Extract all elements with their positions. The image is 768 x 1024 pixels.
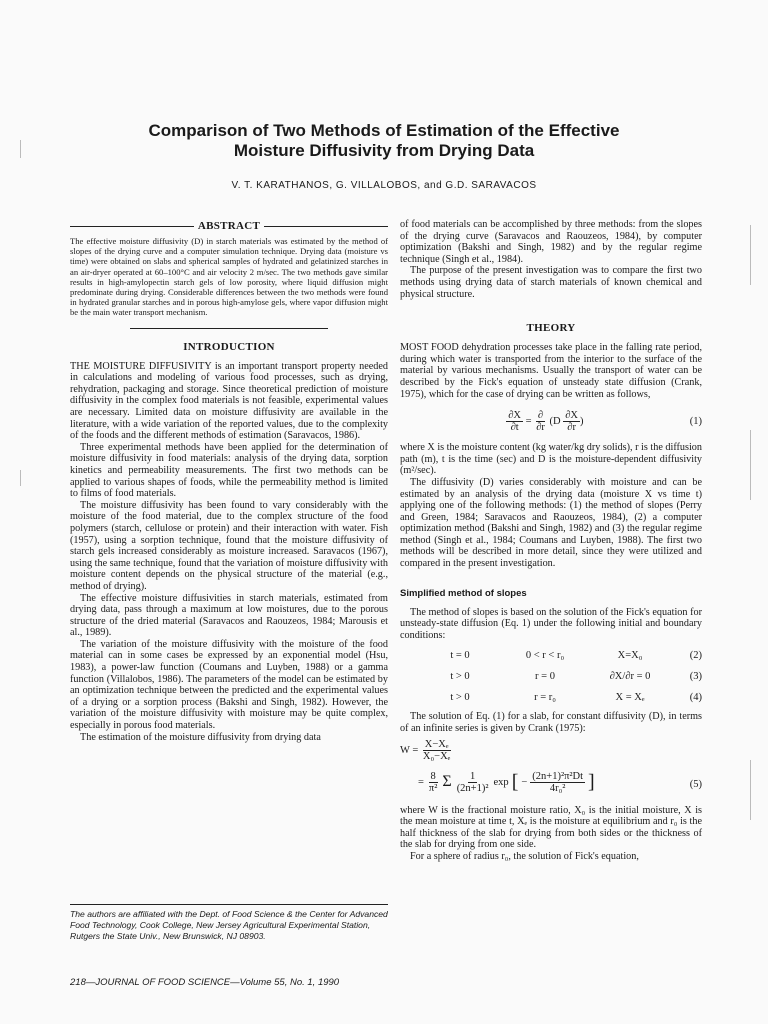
equation-1	[400, 404, 702, 438]
introduction-heading: INTRODUCTION	[183, 340, 275, 353]
rule	[70, 226, 194, 227]
right-margin-mark	[750, 430, 751, 500]
footnote-rule	[70, 904, 388, 905]
paragraph: The method of slopes is based on the solution of the Fick's equation for unsteady-state diffusion (Eq. 1) under the following initial and boundary conditions:	[400, 606, 702, 641]
paragraph: The estimation of the moisture diffusivity from drying data	[80, 731, 321, 743]
paragraph: of food materials can be accomplished by three methods: from the slopes of the drying curve (Saravacos and Raouzeos, 1984), by computer optimization (Bakshi and Singh, 1982) and by the regular regime technique (Singh et al., 1984).	[400, 219, 702, 265]
condition-time: t > 0	[450, 671, 470, 683]
footnote: The authors are affiliated with the Dept. of Food Science & the Center for Advanced Food Technology, Cook College, New Jersey Agricultural Experimental Station, Rutgers the State Univ., New Brunswick, NJ 08903.	[70, 909, 388, 941]
right-column-intro	[400, 219, 702, 300]
page-footer: 218—JOURNAL OF FOOD SCIENCE—Volume 55, No. 1, 1990	[70, 977, 340, 988]
footnote-block	[70, 904, 388, 942]
condition-time: t = 0	[450, 650, 470, 662]
condition-value: ∂X/∂r = 0	[609, 671, 651, 683]
paragraph: The variation of the moisture diffusivity with the moisture of the food material can in some cases be expressed by an exponential model (Hsu, 1983), a power-law function (Coumans and Luyben, 1988) or a gamma function (Villalobos, 1986). The parameters of the model can be estimated by an optimization technique between the predicted and the experimental values of a drying or a sorption process (Bakshi and Singh, 1982). However, the variation of the moisture diffusivity with moisture may be quite complex, especially in porous food materials.	[70, 638, 388, 732]
paragraph: THE MOISTURE DIFFUSIVITY is an important transport property needed in calculations and modeling of various food processes, such as drying, rehydration, packaging and storage. Since theoretical prediction of moisture diffusivity in the complex food materials is not feasible, experimental values are necessary. Limited data on moisture diffusivity are available in the literature, with a wide variation of the reported values, due to the complexity of the foods and the different methods of estimation (Saravacos, 1986).	[70, 360, 388, 442]
title-line-1: Comparison of Two Methods of Estimation of the Effective	[148, 121, 620, 140]
right-margin-mark	[750, 760, 751, 820]
condition-row	[400, 687, 702, 708]
slopes-text	[400, 607, 702, 642]
abstract-heading-row	[70, 220, 388, 232]
paragraph: The moisture diffusivity has been found to vary considerably with the moisture of the food material, due to the complex structure of the food polymers (starch, cellulose or protein) and their interaction with water. Fish (1957), using a sorption technique, found that the moisture diffusivity of starch gels increased considerably as moisture increased. Saravacos (1967), using the same technique, found that the variation of moisture diffusivity with moisture content depends on the physical structure of the material (e.g., method of drying).	[70, 499, 388, 592]
paragraph: where X is the moisture content (kg water/kg dry solids), r is the diffusion path (m), t is the time (sec) and D is the moisture-dependent diffusivity (m²/sec).	[400, 442, 702, 477]
equation-1-label: (1)	[689, 415, 702, 427]
equation-5-label: (5)	[689, 778, 702, 790]
theory-text-2	[400, 442, 702, 570]
equation-label: (2)	[689, 650, 702, 662]
condition-row	[400, 645, 702, 666]
paragraph: The effective moisture diffusivities in starch materials, estimated from drying data, pass through a maximum at low moistures, due to the porous structure of the dried material (Saravacos and Raouzeos, 1984; Marousis et al., 1989).	[70, 592, 388, 639]
slopes-text-3	[400, 805, 702, 863]
condition-space: r = 0	[535, 671, 555, 683]
left-margin-mark	[20, 470, 21, 486]
abstract-text: The effective moisture diffusivity (D) in starch materials was estimated by the method of slopes of the drying curve and a computer simulation technique. Drying data (moisture vs time) were obtained on slabs and spherical samples of hydrated and gelatinized starches in an air-dryer operated at 60–100°C and air velocity 2 m/sec. The two methods gave similar results in high-amylopectin starch gels of low porosity, where liquid diffusion might predominate during drying. Considerable differences between the two methods were found in hydrated granular starches and in porous high-amylose gels, where vapor diffusion might be the main water transport mechanism.	[70, 236, 388, 318]
equation-5-line-1: W = $\frac{\text{X−Xₑ}}{\text{X₀−Xₑ}}$	[400, 738, 451, 762]
paragraph: where W is the fractional moisture ratio, X₀ is the initial moisture, X is the mean moisture at time t, Xₑ is the moisture at equilibrium and r₀ is the half thickness of the slab for drying from both sides or the thickness of the slab for drying from one side.	[400, 804, 702, 851]
introduction-text	[70, 361, 388, 744]
slopes-text-2	[400, 711, 702, 734]
right-margin-mark	[750, 225, 751, 285]
paragraph: Three experimental methods have been applied for the determination of moisture diffusivity in food materials: analysis of the drying data, sorption kinetics and permeability measurements. The first two methods can be applied to various shapes of foods, while the permeability method is limited to films of food materials.	[70, 441, 388, 500]
abstract-heading: ABSTRACT	[197, 220, 261, 232]
equation-5-line-2: = $\frac{8}{\text{π²}}$ Σ $\frac{1}{\text{(2n+1)²}}$ exp [ − $\frac{\text{(2n+1)²π²Dt}}{\text{4r₀²}}$ ]	[418, 770, 595, 794]
condition-time: t > 0	[450, 692, 470, 704]
condition-value: X = Xₑ	[615, 692, 645, 704]
paragraph: MOST FOOD dehydration processes take place in the falling rate period, during which water is transported from the interior to the surface of the material by various mechanisms. Usually the transport of water can be described by the Fick's equation of unsteady state diffusion (Crank, 1975), which for the case of drying can be written as follows,	[400, 342, 702, 400]
right-column	[400, 219, 702, 863]
boundary-conditions	[400, 645, 702, 708]
condition-row	[400, 666, 702, 687]
left-column	[70, 220, 388, 743]
theory-heading: THEORY	[526, 322, 576, 335]
condition-space: r = r₀	[534, 692, 556, 704]
paragraph: The diffusivity (D) varies considerably with moisture and can be estimated by an analysis of the drying data (moisture X vs time t) applying one of the following methods: (1) the method of slopes (Perry and Green, 1984; Saravacos and Raouzeos, 1984), (2) a computer optimization method (Bakshi and Singh, 1982) and (3) the regular regime method (Singh et al., 1984; Coumans and Luyben, 1988). The first two methods will be described in more detail, since they were utilized and compared in the present investigation.	[400, 476, 702, 570]
equation-1-body: $\frac{\partial X}{\partial t}$ = $\frac{\partial}{\partial r}$ (D $\frac{\partial X}{\partial r}$ )	[508, 409, 584, 433]
rule	[264, 226, 388, 227]
authors: V. T. KARATHANOS, G. VILLALOBOS, and G.D. SARAVACOS	[231, 180, 537, 191]
theory-text	[400, 342, 702, 400]
abstract-rule	[130, 328, 328, 329]
paragraph: The solution of Eq. (1) for a slab, for constant diffusivity (D), in terms of an infinite series is given by Crank (1975):	[400, 711, 702, 735]
condition-space: 0 < r < r₀	[525, 650, 565, 662]
title-line-2: Moisture Diffusivity from Drying Data	[233, 141, 535, 160]
paragraph: For a sphere of radius r₀, the solution of Fick's equation,	[410, 851, 639, 862]
paper-title	[0, 121, 768, 161]
equation-label: (3)	[689, 671, 702, 683]
equation-5	[400, 739, 702, 801]
paragraph: The purpose of the present investigation was to compare the first two methods using drying data of starch materials of known chemical and physical structure.	[400, 265, 702, 300]
condition-value: X=X₀	[617, 650, 643, 662]
equation-label: (4)	[689, 692, 702, 704]
slopes-heading: Simplified method of slopes	[400, 587, 527, 599]
